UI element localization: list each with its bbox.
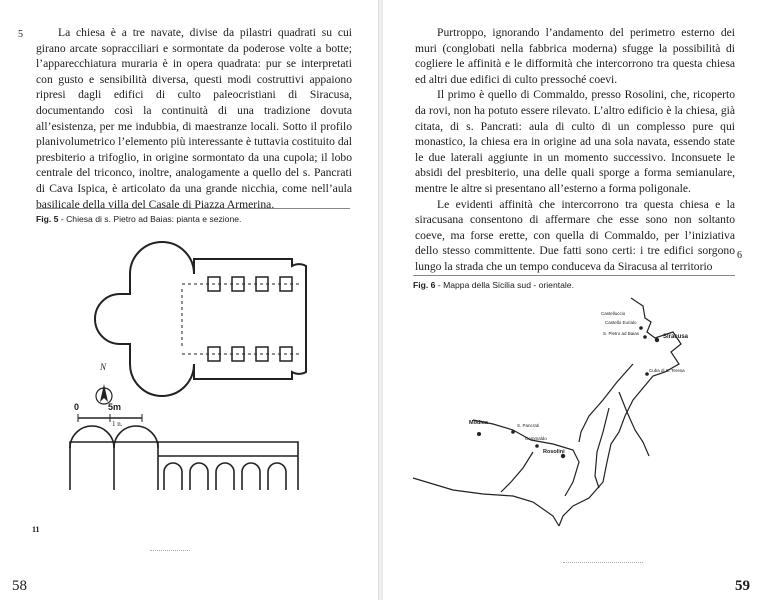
right-page [383,0,761,600]
map-label-castello-eurialo: Castello Eurialo [605,320,637,325]
map-label-rosolini: Rosolini [543,449,565,455]
right-body-text [415,25,735,275]
scale-five [108,402,121,412]
folio-right: 59 [735,578,750,594]
map-label-s-pietro: S. Pietro ad Baias [603,331,640,336]
right-paragraph-2: Il primo è quello di Commaldo, presso Rosolini, che, ricoperto da rovi, non ha potuto essere rilevato. L’altro edificio è la chiesa, già citata, di s. Pancrati: aula di culto di un complesso pure qui monastico, la chiesa era in origine ad una sola navata, essendo state le due laterali aggiunte in un momento successivo. Inconsuete le absidi del presbiterio, una delle quali sporge a forma semianulare, mentre le altre si presentano all’esterno a forma poligonale. [415,88,735,195]
scale-five-number: 5 [108,402,114,412]
church-section-drawing [64,432,304,492]
scan-dots [150,550,190,551]
caption-rule [36,208,350,209]
caption-rule-right [413,275,735,276]
map-label-commaldo: Commaldo [525,436,547,441]
side-mark: 11 [32,525,40,534]
scale-sub: 1 n. [112,420,123,428]
figure-6-text: - Mappa della Sicilia sud - orientale. [435,280,574,290]
right-paragraph-3: Le evidenti affinità che intercorrono tra questa chiesa e la siracusana consentono di affermare che esse sono non soltanto coeve, ma forse erette, con quella di Commaldo, per l’iniziativa dello stesso committente. Due fatti sono certi: i tre edifici sorgono lungo la strada che un tempo conduceva da Siracusa al territorio [415,197,735,273]
map-label-cuba: Cuba di S. Teresa [649,368,685,373]
map-label-siracusa: Siracusa [663,334,689,340]
figure-5-label: Fig. 5 [36,214,59,224]
scale-zero: 0 [74,402,80,412]
north-label: N [100,362,107,372]
scan-dots-right [563,562,643,563]
scale-unit: m [113,402,122,412]
margin-number-5: 5 [18,29,23,40]
folio-left: 58 [12,578,27,594]
figure-6-caption [413,280,574,290]
right-paragraph-1: Purtroppo, ignorando l’andamento del perimetro esterno dei muri (conglobati nella fabbrica moderna) sfugge la possibilità di cogliere le affinità e le difformità che intercorrono tra questa chiesa ed altri due edifici di culto pressoché coevi. [415,26,735,86]
map-label-s-pancrati: S. Pancrati [517,423,540,428]
figure-5-caption [36,214,241,224]
left-paragraph: La chiesa è a tre navate, divise da pilastri quadrati su cui girano arcate sopracciliari e sormontate da poderose volte a botte; l’apparecchiatura muraria è in opera quadrata: pur se interpretati con gusto e sensibilità diversa, questi modi costruttivi appaiono ripresi dagli edifici di culto paleocristiani di Siracusa, documentando così la continuità di una tradizione dovuta all’esistenza, per me indubbia, di maestranze locali. Sotto il profilo planivolumetrico l’elemento più interessante è tuttavia costituito dal presbiterio a trifoglio, in origine sormontato da una cupola; il lobo centrale del triconco, inoltre, analogamente a quello del s. Pancrati di Cava Ispica, è articolato da una grande nicchia, come nell’aula basilicale della villa del Casale di Piazza Armerina. [36,26,352,211]
map-label-castelluccio: Castelluccio [601,311,626,316]
margin-number-6: 6 [737,250,742,261]
sicily-map [413,292,743,532]
left-body-text [36,25,352,212]
map-label-modica: Modica [469,420,488,426]
figure-5-text: - Chiesa di s. Pietro ad Baias: pianta e sezione. [58,214,242,224]
figure-6-label: Fig. 6 [413,280,436,290]
scale-bar [76,412,146,426]
left-page [0,0,378,600]
